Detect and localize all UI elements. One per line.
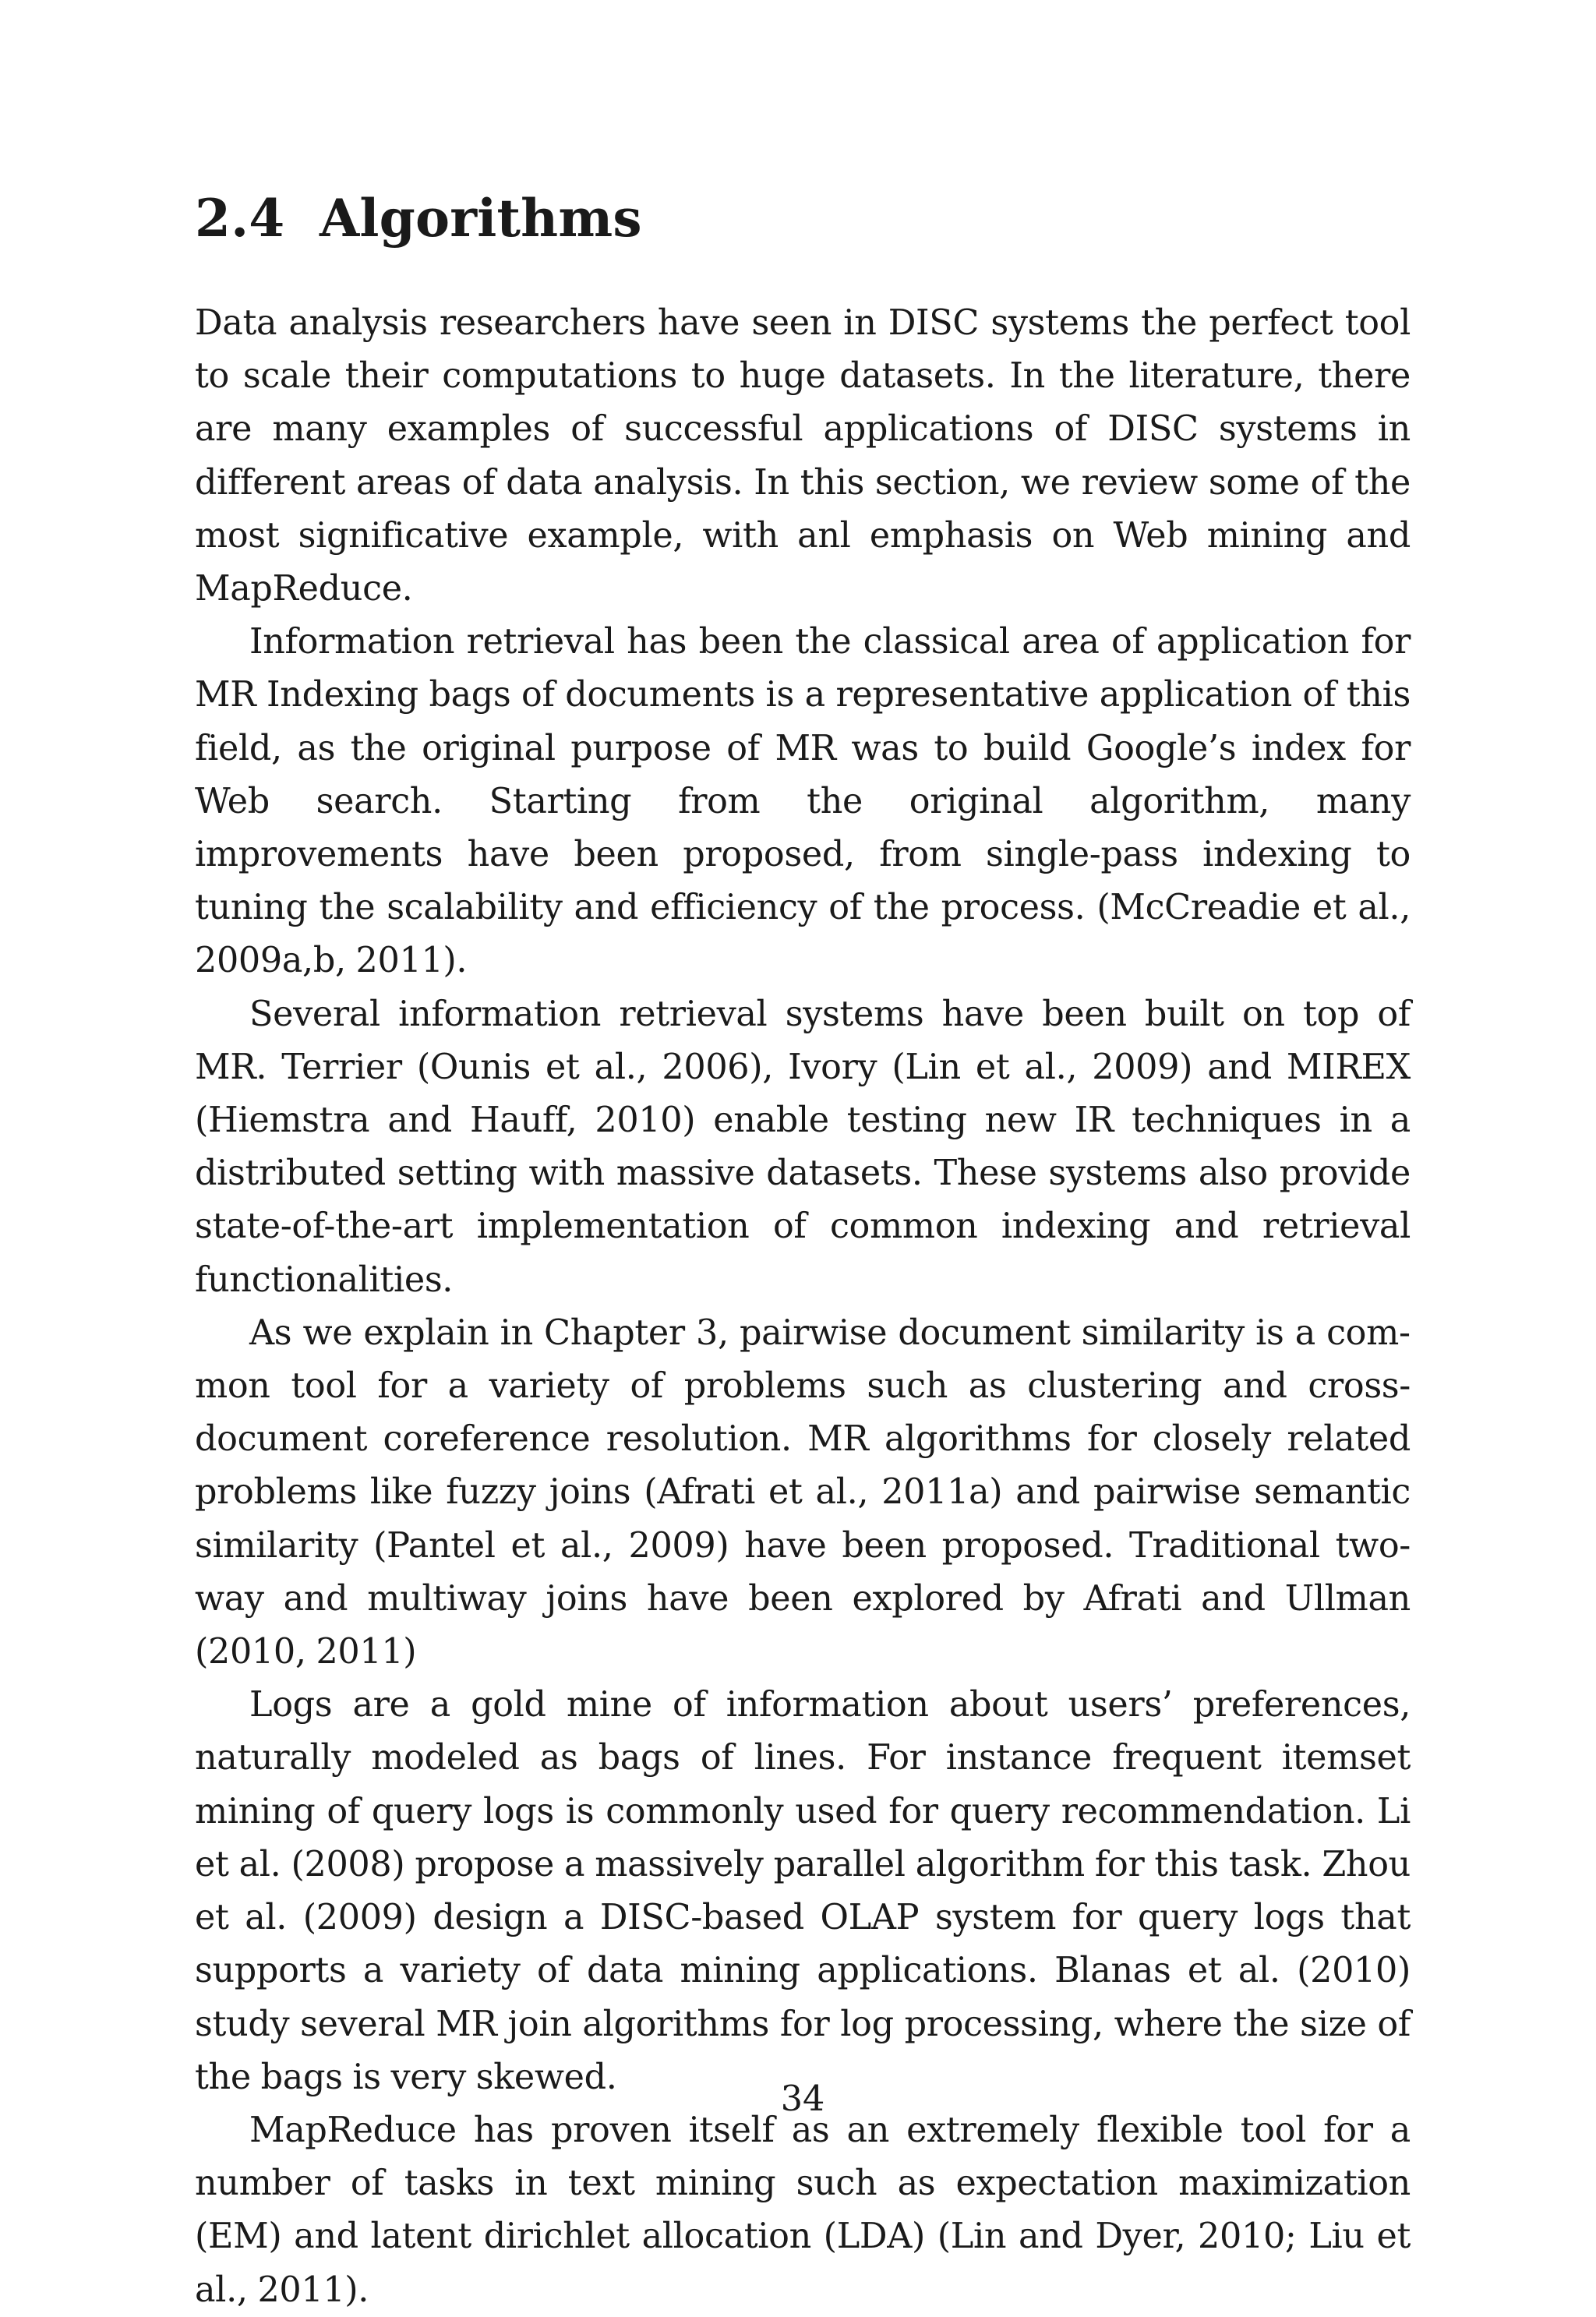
section-number: 2.4 bbox=[195, 188, 285, 249]
paragraph-pairwise-similarity: As we explain in Chapter 3, pairwise document similarity is a common tool for a variety of problems such as clustering and cross-document coreference resolution. MR algorithms for closely related problems like fuzzy joins (Afrati et al., 2011a) and pairwise semantic similarity (Pantel et al., 2009) have been proposed. Traditional two-way and multiway joins have been explored by Afrati and Ullman (2010, 2011) bbox=[195, 1312, 1411, 1672]
paragraph-logs: Logs are a gold mine of information about users’ preferences, naturally modeled as bags of lines. For instance frequent itemset mining of query logs is commonly used for query recommendation. Li et al. (2008) propose a massively parallel algorithm for this task. Zhou et al. (2009) design a DISC-based OLAP system for query logs that supports a variety of data mining applications. Blanas et al. (2010) study several MR join algorithms for log processing, where the size of the bags is very skewed. bbox=[195, 1685, 1411, 2097]
section-heading bbox=[195, 181, 642, 256]
section-body bbox=[195, 297, 1411, 2317]
page-number: 34 bbox=[780, 2079, 825, 2119]
paragraph-ir-systems: Several information retrieval systems have been built on top of MR. Terrier (Ounis et al., 2006), Ivory (Lin et al., 2009) and MIREX (Hiemstra and Hauff, 2010) enable testing new IR techniques in a distributed setting with massive datasets. These systems also provide state-of-the-art implementation of common indexing and retrieval functionalities. bbox=[195, 994, 1411, 1300]
section-title: Algorithms bbox=[320, 188, 642, 249]
paragraph-information-retrieval: Information retrieval has been the classical area of application for MR Indexing bags of documents is a representative application of this field, as the original purpose of MR was to build Google’s index for Web search. Starting from the original algorithm, many improvements have been proposed, from single-pass indexing to tuning the scalability and efficiency of the process. (McCreadie et al., 2009a,b, 2011). bbox=[195, 622, 1411, 981]
paragraph-text-mining: MapReduce has proven itself as an extremely flexible tool for a number of tasks in text mining such as expectation maximization (EM) and latent dirichlet allocation (LDA) (Lin and Dyer, 2010; Liu et al., 2011). bbox=[195, 2110, 1411, 2310]
paragraph-intro: Data analysis researchers have seen in DISC systems the perfect tool to scale their computations to huge datasets. In the literature, there are many examples of successful applications of DISC systems in different areas of data analysis. In this section, we review some of the most significative example, with anl emphasis on Web mining and MapReduce. bbox=[195, 303, 1411, 609]
document-page bbox=[195, 0, 1411, 2310]
